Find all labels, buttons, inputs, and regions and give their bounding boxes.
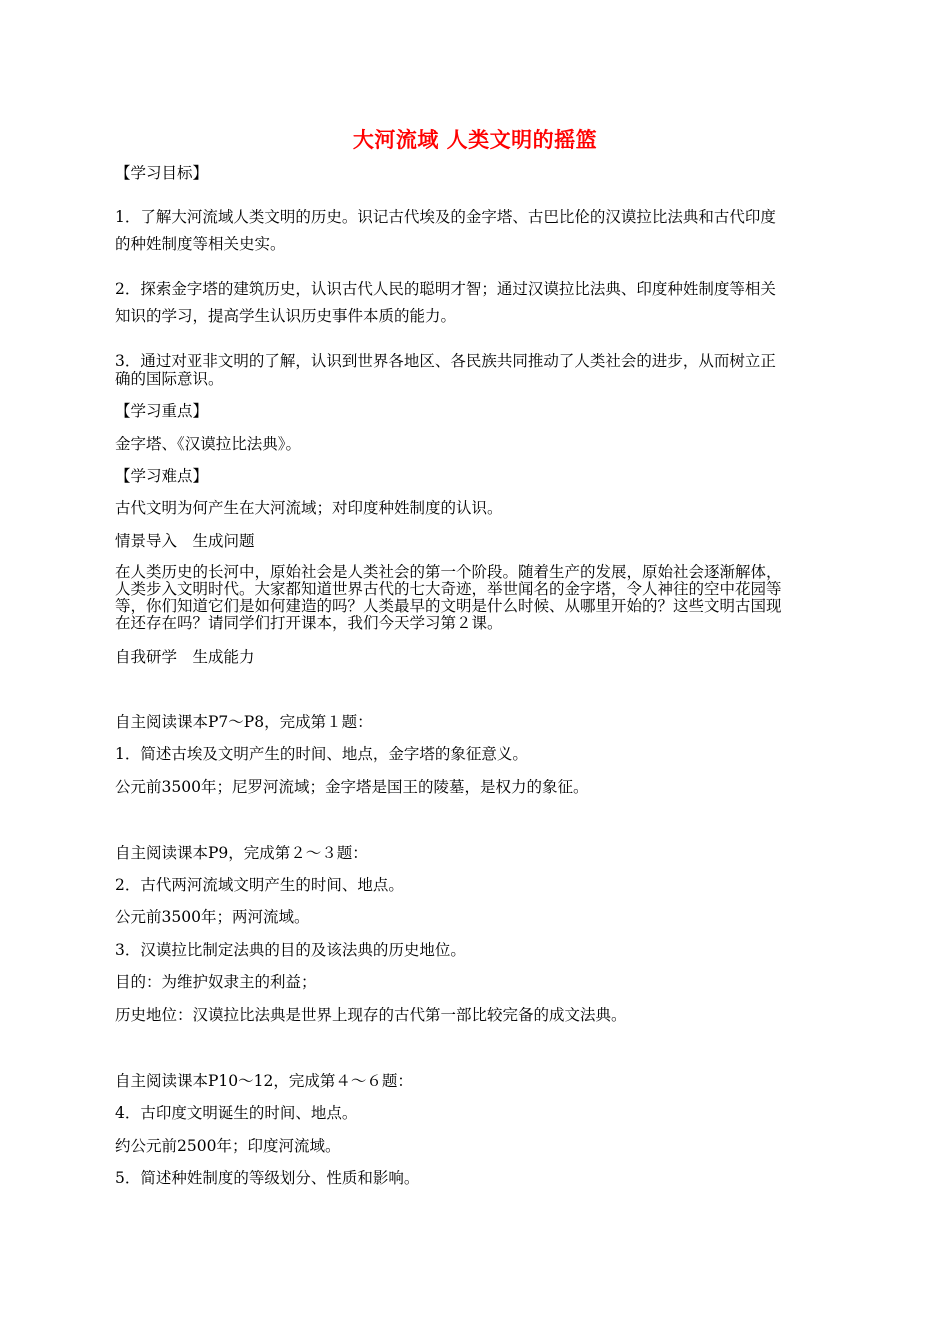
question-5: 5．简述种姓制度的等级划分、性质和影响。 [115, 1169, 420, 1187]
answer-4: 约公元前2500年；印度河流域。 [115, 1137, 341, 1155]
question-1: 1．简述古埃及文明产生的时间、地点，金字塔的象征意义。 [115, 745, 528, 763]
document-title: 大河流域 人类文明的摇篮 [352, 128, 598, 152]
intro-line-4: 在还存在吗？请同学们打开课本，我们今天学习第２课。 [115, 614, 503, 632]
key-points-heading: 【学习重点】 [115, 402, 209, 420]
difficulties-text: 古代文明为何产生在大河流域；对印度种姓制度的认识。 [115, 499, 503, 517]
goal-2-line-1: 2．探索金字塔的建筑历史，认识古代人民的聪明才智；通过汉谟拉比法典、印度种姓制度等相关 [115, 280, 776, 298]
reading-instruction-1: 自主阅读课本P7～P8，完成第１题： [115, 713, 373, 731]
answer-3-purpose: 目的：为维护奴隶主的利益； [115, 973, 317, 991]
intro-line-1: 在人类历史的长河中，原始社会是人类社会的第一个阶段。随着生产的发展，原始社会逐渐解体， [115, 563, 782, 581]
question-4: 4．古印度文明诞生的时间、地点。 [115, 1104, 358, 1122]
self-study-heading: 自我研学 生成能力 [115, 648, 255, 666]
goal-1-line-2: 的种姓制度等相关史实。 [115, 235, 286, 253]
difficulties-heading: 【学习难点】 [115, 467, 209, 485]
answer-3-status: 历史地位：汉谟拉比法典是世界上现存的古代第一部比较完备的成文法典。 [115, 1006, 627, 1024]
goal-3-line-2: 确的国际意识。 [115, 370, 224, 388]
intro-line-3: 等，你们知道它们是如何建造的吗？人类最早的文明是什么时候、从哪里开始的？这些文明古国现 [115, 597, 782, 615]
question-2: 2．古代两河流域文明产生的时间、地点。 [115, 876, 404, 894]
intro-paragraph [115, 564, 835, 632]
question-3: 3．汉谟拉比制定法典的目的及该法典的历史地位。 [115, 941, 466, 959]
reading-instruction-3: 自主阅读课本P10～12，完成第４～６题： [115, 1072, 413, 1090]
goal-2-line-2: 知识的学习，提高学生认识历史事件本质的能力。 [115, 307, 457, 325]
reading-instruction-2: 自主阅读课本P9，完成第２～３题： [115, 844, 368, 862]
answer-1: 公元前3500年；尼罗河流域；金字塔是国王的陵墓，是权力的象征。 [115, 778, 589, 796]
key-points-text: 金字塔、《汉谟拉比法典》。 [115, 435, 302, 453]
goals-heading: 【学习目标】 [115, 164, 209, 182]
goal-1-line-1: 1．了解大河流域人类文明的历史。识记古代埃及的金字塔、古巴比伦的汉谟拉比法典和古代印度 [115, 208, 776, 226]
intro-heading: 情景导入 生成问题 [115, 532, 255, 550]
intro-line-2: 人类步入文明时代。大家都知道世界古代的七大奇迹，举世闻名的金字塔，令人神往的空中花园等 [115, 580, 782, 598]
answer-2: 公元前3500年；两河流域。 [115, 908, 310, 926]
goal-3-line-1: 3．通过对亚非文明的了解，认识到世界各地区、各民族共同推动了人类社会的进步，从而树立正 [115, 352, 776, 370]
